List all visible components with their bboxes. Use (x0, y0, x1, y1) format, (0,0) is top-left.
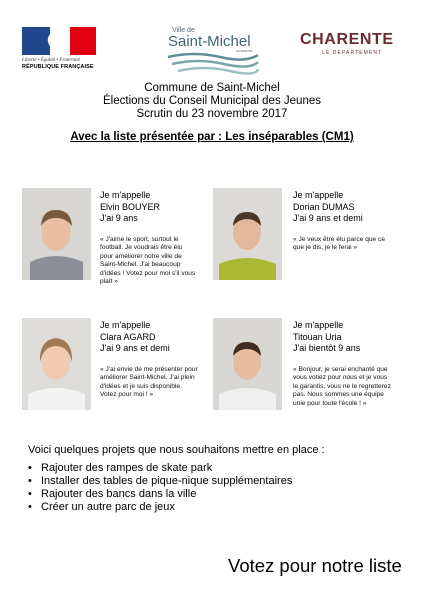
projects-intro: Voici quelques projets que nous souhaitons mettre en place : (28, 444, 325, 456)
candidate-name: Titouan Uria (293, 331, 342, 342)
candidate-age: J'ai bientôt 9 ans (293, 343, 361, 353)
scrutin-date: Scrutin du 23 novembre 2017 (136, 108, 288, 120)
candidate-intro: Je m'appelle (293, 190, 344, 200)
candidate-name: Dorian DUMAS (293, 201, 355, 212)
list-item: • Rajouter des bancs dans la ville (28, 488, 292, 501)
saint-michel-logo (162, 27, 262, 75)
candidate-quote-titouan: « Bonjour, je serai enchanté que vous votiez pour nous et je vous le garantis, vous ne le regretterez pas. Nous sommes une équipe unie pour toute l'école ! » (293, 366, 391, 407)
list-item: • Créer un autre parc de jeux (28, 501, 292, 514)
republique-motto: Liberté • Égalité • Fraternité (22, 58, 80, 63)
river-waves-icon (164, 51, 260, 75)
candidate-quote-dorian: « Je veux être élu parce que ce que je dis, je le ferai » (293, 236, 386, 252)
projects-list (28, 462, 292, 514)
candidate-age: J'ai 9 ans et demi (100, 343, 170, 353)
candidate-age: J'ai 9 ans et demi (293, 213, 363, 223)
candidate-photo-elvin (22, 188, 91, 280)
republique-name: RÉPUBLIQUE FRANÇAISE (22, 64, 94, 70)
charente-name: CHARENTE (300, 31, 394, 48)
candidate-name: Clara AGARD (100, 331, 156, 342)
candidate-name: Elvin BOUYER (100, 201, 161, 212)
candidate-intro: Je m'appelle (100, 190, 151, 200)
list-item: • Installer des tables de pique-nique supplémentaires (28, 475, 292, 488)
candidate-photo-clara (22, 318, 91, 410)
candidate-info-titouan (293, 320, 360, 355)
vote-call: Votez pour notre liste (228, 555, 402, 576)
candidate-quote-clara: « J'ai envie de me présenter pour améliorer Saint-Michel. J'ai plein d'idées et je suis disponible. Votez pour moi ! » (100, 366, 198, 399)
saint-michel-suffix: CHARENTE (236, 49, 253, 53)
list-title: Avec la liste présentée par : Les inséparables (CM1) (70, 131, 354, 143)
candidate-photo-titouan (213, 318, 282, 410)
charente-logo (300, 31, 405, 56)
french-flag-icon (22, 27, 96, 55)
saint-michel-name: Saint-Michel (168, 33, 251, 50)
candidate-info-dorian (293, 190, 363, 225)
candidate-age: J'ai 9 ans (100, 213, 138, 223)
candidate-info-clara (100, 320, 170, 355)
candidate-quote-elvin: « J'aime le sport, surtout le football. Je voudrais être élu pour améliorer notre ville de Saint-Michel. J'ai beaucoup d'idées ! Votez pour moi s'il vous plaît » (100, 236, 196, 286)
list-item: • Rajouter des rampes de skate park (28, 462, 292, 475)
candidate-intro: Je m'appelle (100, 320, 151, 330)
marianne-icon (42, 30, 66, 52)
candidate-photo-dorian (213, 188, 282, 280)
republique-francaise-logo (22, 27, 102, 70)
saint-michel-prefix: Ville de (172, 27, 195, 34)
charente-subtitle: LE DÉPARTEMENT (322, 50, 383, 56)
candidate-info-elvin (100, 190, 160, 225)
election-title: Élections du Conseil Municipal des Jeunes (103, 95, 321, 107)
commune-title: Commune de Saint-Michel (144, 82, 280, 94)
candidate-intro: Je m'appelle (293, 320, 344, 330)
